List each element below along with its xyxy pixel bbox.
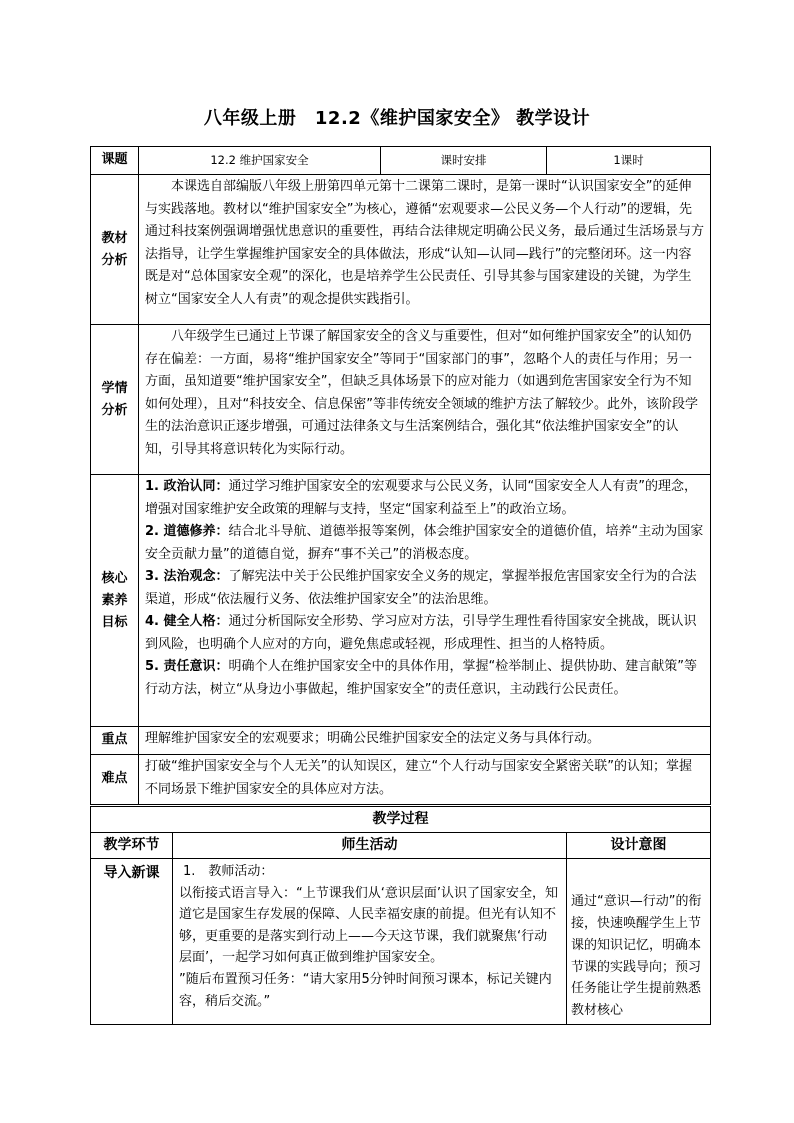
textbook-analysis-label: 教材 分析 [91,175,139,325]
student-analysis-label: 学情 分析 [91,325,139,475]
document-title: 八年级上册 12.2《维护国家安全》 教学设计 [203,108,591,129]
goal-item: 3. 法治观念：了解宪法中关于公民维护国家安全义务的规定，掌握举报危害国家安全行为的合法渠道，形成“依法履行义务、依法维护国家安全”的法治思维。 [145,569,697,607]
topic-row [91,147,711,175]
core-literacy-label: 核心 素养 目标 [91,475,139,727]
difficulty-text: 打破“维护国家安全与个人无关”的认知误区，建立“个人行动与国家安全紧密关联”的认知；掌握不同场景下维护国家安全的具体应对方法。 [139,755,711,805]
core-literacy-row [91,475,711,727]
header-intent: 设计意图 [567,833,711,859]
header-activity: 师生活动 [173,833,567,859]
process-title: 教学过程 [91,807,711,833]
difficulty-label: 难点 [91,755,139,805]
core-literacy-goals [139,475,711,727]
difficulty-row [91,755,711,805]
table-row [91,859,711,1025]
goal-item: 5. 责任意识：明确个人在维护国家安全中的具体作用，掌握“检举制止、提供协助、建言献策”等行动方法，树立“从身边小事做起，维护国家安全”的责任意识，主动践行公民责任。 [145,659,697,697]
textbook-analysis-row [91,175,711,325]
activity-cell: 1. 教师活动： 以衔接式语言导入：“上节课我们从‘意识层面’认识了国家安全，知道它是国家生存发展的保障、人民幸福安康的前提。但光有认知不够，更重要的是落实到行动上——今天这节课，我们就聚焦‘行动层面’，一起学习如何真正做到维护国家安全。 ”随后布置预习任务：“请大家用5分钟时间预习课本，标记关键内容，稍后交流。” [173,859,567,1025]
student-analysis-row [91,325,711,475]
stage-cell: 导入新课 [91,859,173,1025]
goal-item: 4. 健全人格：通过分析国际安全形势、学习应对方法，引导学生理性看待国家安全挑战，既认识到风险，也明确个人应对的方向，避免焦虑或轻视，形成理性、担当的人格特质。 [145,614,697,652]
key-point-row [91,727,711,755]
goal-item: 2. 道德修养：结合北斗导航、道德举报等案例，体会维护国家安全的道德价值，培养“主动为国家安全贡献力量”的道德自觉，摒弃“事不关己”的消极态度。 [145,524,704,562]
schedule-label: 课时安排 [381,147,547,175]
key-point-label: 重点 [91,727,139,755]
lesson-plan-table [90,146,711,805]
intent-cell: 通过“意识—行动”的衔接，快速唤醒学生上节课的知识记忆，明确本节课的实践导向；预习任务能让学生提前熟悉教材核心 [567,859,711,1025]
textbook-analysis-text: 本课选自部编版八年级上册第四单元第十二课第二课时，是第一课时“认识国家安全”的延伸与实践落地。教材以“维护国家安全”为核心，遵循“宏观要求—公民义务—个人行动”的逻辑，先通过科技案例强调增强忧患意识的重要性，再结合法律规定明确公民义务，最后通过生活场景与方法指导，让学生掌握维护国家安全的具体做法，形成“认知—认同—践行”的完整闭环。这一内容既是对“总体国家安全观”的深化，也是培养学生公民责任、引导其参与国家建设的关键，为学生树立“国家安全人人有责”的观念提供实践指引。 [139,175,711,325]
topic-label: 课题 [91,147,139,175]
process-header-row [91,833,711,859]
goal-item: 1. 政治认同：通过学习维护国家安全的宏观要求与公民义务，认同“国家安全人人有责”的理念，增强对国家维护安全政策的理解与支持，坚定“国家利益至上”的政治立场。 [145,479,697,517]
key-point-text: 理解维护国家安全的宏观要求；明确公民维护国家安全的法定义务与具体行动。 [139,727,711,755]
topic-value: 12.2 维护国家安全 [139,147,381,175]
student-analysis-text: 八年级学生已通过上节课了解国家安全的含义与重要性，但对“如何维护国家安全”的认知仍存在偏差：一方面，易将“维护国家安全”等同于“国家部门的事”，忽略个人的责任与作用；另一方面，虽知道要“维护国家安全”，但缺乏具体场景下的应对能力（如遇到危害国家安全行为不知如何处理），且对“科技安全、信息保密”等非传统安全领域的维护方法了解较少。此外，该阶段学生的法治意识正逐步增强，可通过法律条文与生活案例结合，强化其“依法维护国家安全”的认知，引导其将意识转化为实际行动。 [139,325,711,475]
schedule-value: 1课时 [547,147,711,175]
process-title-row [91,807,711,833]
header-stage: 教学环节 [91,833,173,859]
teaching-process-table [90,806,711,1025]
